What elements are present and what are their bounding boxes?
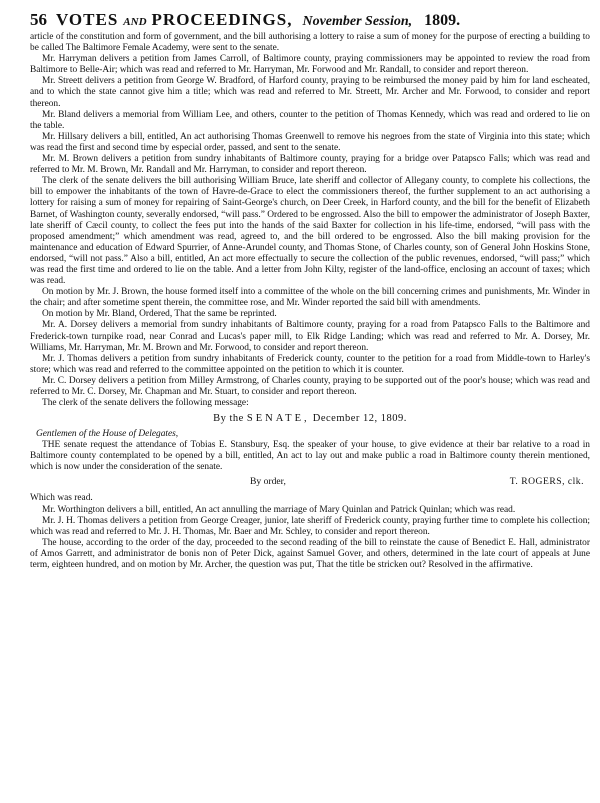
- message-address: Gentlemen of the House of Delegates,: [36, 429, 179, 440]
- paragraph: The clerk of the senate delivers the bill authorising William Bruce, late sheriff and collector of Allegany county, to complete his collections, the bill to empower the inhabitants of the town of Havre-de-Grace to elect the commissioners thereof, the further supplement to an act authorising a lottery for raising a sum of money for repairing of Saint-George's church, on Deer Creek, in Harford county, and the bill for the benefit of Elizabeth Barnet, of Washington county, severally endorsed, “will pass.” Ordered to be engrossed. Also the bill to empower the administrator of Joseph Baxter, late sheriff of Cæcil county, to collect the fees put into the hands of the said Baxter for collection in his life-time, endorsed, “will pass with the proposed amendment;” which amendment was read, agreed to, and the bill ordered to be engrossed. Also the bill making provision for the maintenance and education of Edward Spurrier, of Anne-Arundel county, and Thomas Stone, of Charles county, son of General John Hoskins Stone, endorsed, “will not pass.” Also a bill, entitled, An act more effectually to secure the collection of the public revenues, endorsed, “will pass;” which was read the first time and ordered to lie on the table. And a letter from John Kilty, register of the land-office, enclosing an account of taxes; which was read.: [30, 176, 590, 287]
- paragraph: Mr. C. Dorsey delivers a petition from Milley Armstrong, of Charles county, praying to be supported out of the poor's house; which was read and referred to Mr. C. Dorsey, Mr. Chapman and Mr. Stuart, to consider and report thereon.: [30, 375, 590, 397]
- paragraph: The clerk of the senate delivers the following message:: [42, 398, 249, 409]
- paragraph: The house, according to the order of the day, proceeded to the second reading of the bill to reinstate the cause of Benedict E. Hall, administrator of Amos Garrett, and administrator de bonis non of Peter Dick, against Samuel Gover, and others, determined in the late court of appeals at June term, eighteen hundred, and on motion by Mr. Archer, the question was put, That the title be stricken out? Resolved in the affirmative.: [30, 537, 590, 571]
- message-body: THE senate request the attendance of Tobias E. Stansbury, Esq. the speaker of your house, to give evidence at their bar relative to a road in Baltimore county contemplated to be opened by a bill, entitled, An act to lay out and make public a road in Baltimore county therein mentioned, which is now under the consideration of the senate.: [30, 440, 590, 473]
- document-body: [30, 32, 590, 571]
- paragraph: On motion by Mr. J. Brown, the house formed itself into a committee of the whole on the bill concerning crimes and punishments, Mr. Winder in the chair; and after sometime spent therein, the committee rose, and Mr. Winder reported the said bill with amendments.: [30, 287, 590, 309]
- message-heading: [30, 413, 590, 424]
- paragraph: Mr. Worthington delivers a bill, entitled, An act annulling the marriage of Mary Quinlan and Patrick Quinlan; which was read.: [42, 504, 516, 515]
- paragraph: Mr. Harryman delivers a petition from James Carroll, of Baltimore county, praying commissioners may be appointed to review the road from Baltimore to Belle-Air; which was read and referred to Mr. Harryman, Mr. Forwood and Mr. Randall, to consider and report thereon.: [30, 54, 590, 76]
- running-header: [30, 10, 590, 30]
- page-number: 56: [30, 10, 47, 29]
- header-title-and: AND: [123, 16, 147, 28]
- paragraph: On motion by Mr. Bland, Ordered, That the same be reprinted.: [42, 309, 277, 320]
- paragraph: Mr. J. H. Thomas delivers a petition from George Creager, junior, late sheriff of Frederick county, praying further time to complete his collection; which was read and referred to Mr. J. H. Thomas, Mr. Baer and Mr. Schley, to consider and report thereon.: [30, 515, 590, 537]
- message-senate: SENATE,: [246, 413, 310, 425]
- paragraph: Mr. Hillsary delivers a bill, entitled, An act authorising Thomas Greenwell to remove his negroes from the state of Virginia into this state; which was read the first and second time by especial order, passed, and sent to the senate.: [30, 131, 590, 153]
- header-session: November Session,: [302, 14, 413, 29]
- message-by-order: By order,: [250, 476, 286, 488]
- message-by-the: By the: [213, 413, 244, 425]
- header-title-votes: VOTES: [56, 10, 119, 29]
- message-date: December 12, 1809.: [312, 413, 407, 425]
- message-signoff: [30, 476, 590, 487]
- paragraph: Mr. M. Brown delivers a petition from sundry inhabitants of Baltimore county, praying for a bridge over Patapsco Falls; which was read and referred to Mr. M. Brown, Mr. Randall and Mr. Harryman, to consider and report thereon.: [30, 154, 590, 176]
- message-signature: T. ROGERS, clk.: [509, 476, 584, 488]
- paragraph: Which was read.: [30, 493, 93, 504]
- paragraph: article of the constitution and form of government, and the bill authorising a lottery to raise a sum of money for the purpose of erecting a building to be called The Baltimore Female Academy, were sent to the senate.: [30, 32, 590, 54]
- header-title-proceedings: PROCEEDINGS,: [151, 10, 293, 29]
- paragraph: Mr. A. Dorsey delivers a memorial from sundry inhabitants of Baltimore county, praying for a road from Patapsco Falls to the Baltimore and Frederick-town turnpike road, near Conrad and Lucas's paper mill, to Elk Ridge Landing; which was read and referred to Mr. A. Dorsey, Mr. Williams, Mr. Harryman, Mr. M. Brown and Mr. Forwood, to consider and report thereon.: [30, 320, 590, 353]
- header-year: 1809.: [424, 12, 461, 29]
- paragraph: Mr. Streett delivers a petition from George W. Bradford, of Harford county, praying to be reimbursed the money paid by him for land escheated, and to which the state cannot give him a title; which was read and referred to Mr. Streett, Mr. Archer and Mr. Forwood, to consider and report thereon.: [30, 76, 590, 109]
- paragraph: Mr. J. Thomas delivers a petition from sundry inhabitants of Frederick county, counter to the petition for a road from Middle-town to Harley's store; which was read and referred to the committee appointed on the petition to which it is counter.: [30, 353, 590, 375]
- paragraph: Mr. Bland delivers a memorial from William Lee, and others, counter to the petition of Thomas Kennedy, which was read and ordered to lie on the table.: [30, 109, 590, 131]
